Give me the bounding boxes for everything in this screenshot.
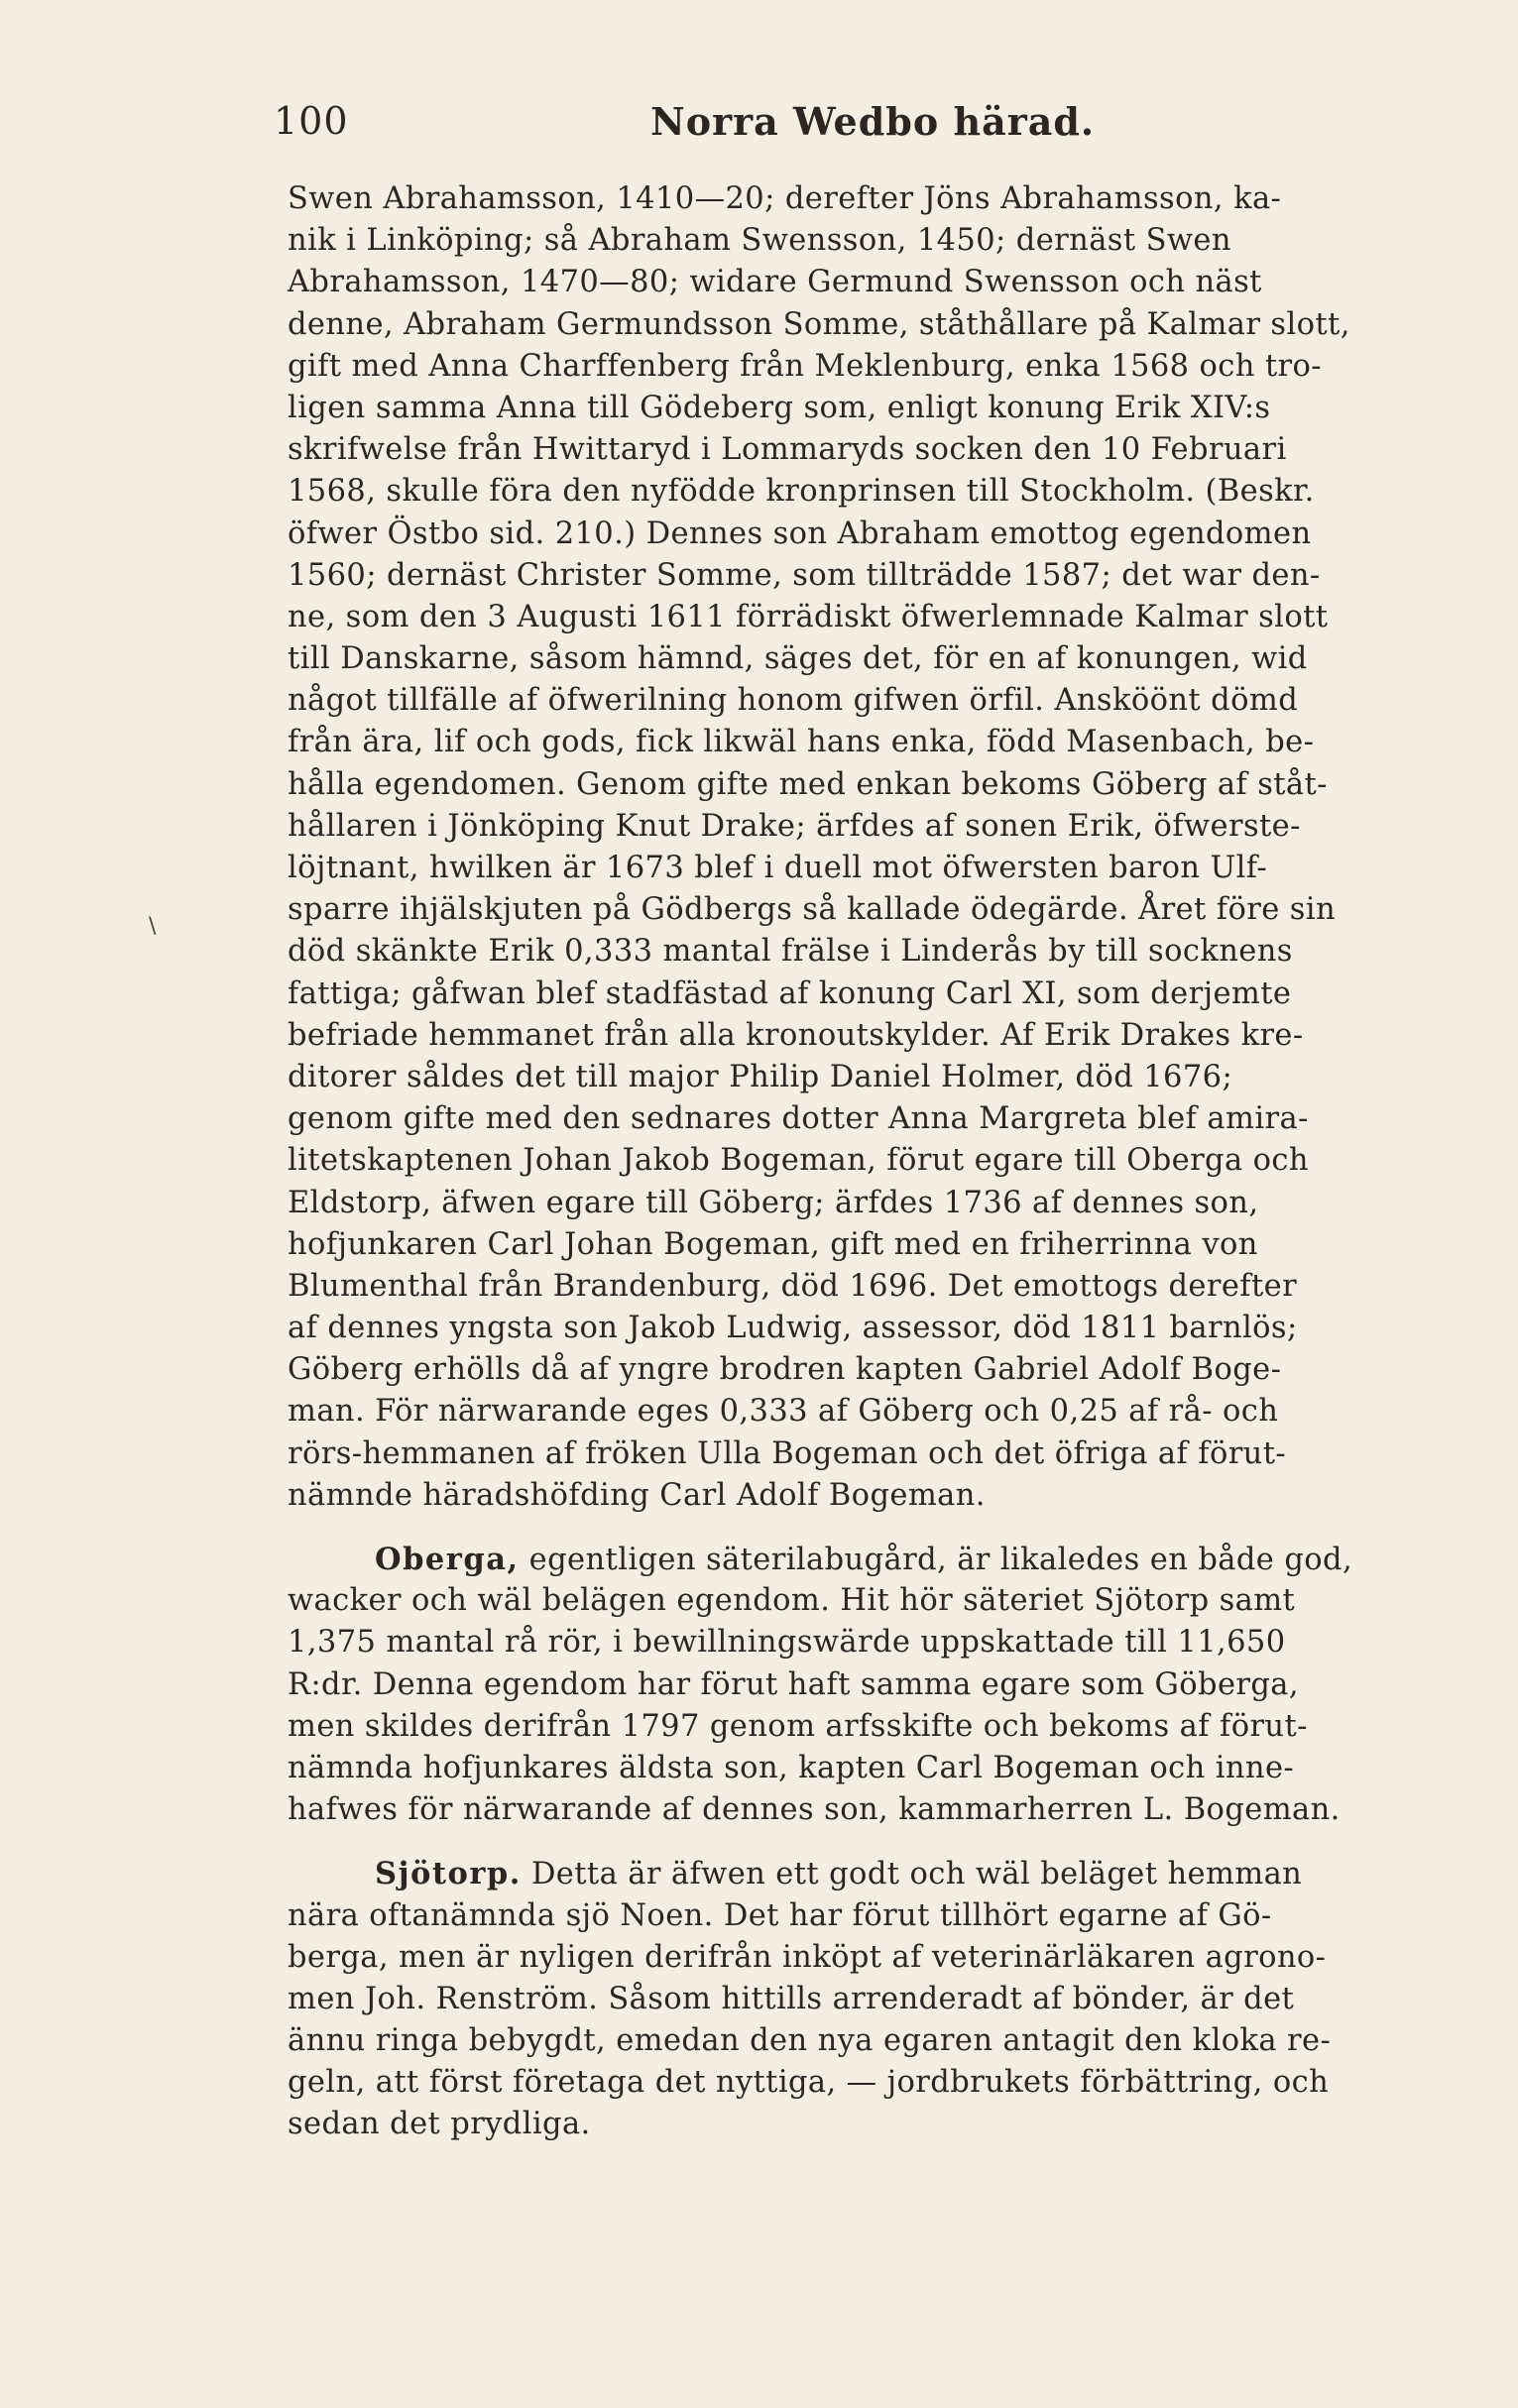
text-line: men skildes derifrån 1797 genom arfsskifte och bekoms af förut- xyxy=(288,1708,1308,1744)
text-line: man. För närwarande eges 0,333 af Göberg och 0,25 af rå- och xyxy=(288,1394,1279,1430)
text-line: 1,375 mantal rå rör, i bewillningswärde uppskattade till 11,650 xyxy=(288,1625,1286,1661)
text-line xyxy=(288,1539,1418,1580)
text-line: nämnda hofjunkares äldsta son, kapten Carl Bogeman och inne- xyxy=(288,1750,1295,1785)
text-line: geln, att först företaga det nyttiga, — jordbrukets förbättring, och xyxy=(288,2065,1330,2101)
text-line: gift med Anna Charffenberg från Meklenburg, enka 1568 och tro- xyxy=(288,348,1323,384)
text-line: öfwer Östbo sid. 210.) Dennes son Abraham emottog egendomen xyxy=(288,516,1312,551)
running-title: Norra Wedbo härad. xyxy=(650,99,1096,144)
text-line: Eldstorp, äfwen egare till Göberg; ärfdes 1736 af dennes son, xyxy=(288,1185,1259,1220)
text-line: hafwes för närwarande af dennes son, kammarherren L. Bogeman. xyxy=(288,1792,1341,1828)
text-line: något tillfälle af öfwerilning honom gifwen örfil. Ansköönt dömd xyxy=(288,683,1299,719)
text-line: hofjunkaren Carl Johan Bogeman, gift med en friherrinna von xyxy=(288,1226,1258,1262)
text-line: befriade hemmanet från alla kronoutskylder. Af Erik Drakes kre- xyxy=(288,1017,1304,1053)
text-line: fattiga; gåfwan blef stadfästad af konung Carl XI, som derjemte xyxy=(288,975,1292,1011)
text-line: R:dr. Denna egendom har förut haft samma egare som Göberga, xyxy=(288,1666,1299,1702)
text-line: nämnde häradshöfding Carl Adolf Bogeman. xyxy=(288,1477,986,1513)
text-line: hållaren i Jönköping Knut Drake; ärfdes af sonen Erik, öfwerste- xyxy=(288,808,1301,844)
text-line: från ära, lif och gods, fick likwäl hans enka, född Masenbach, be- xyxy=(288,725,1315,760)
text-line: litetskaptenen Johan Jakob Bogeman, förut egare till Oberga och xyxy=(288,1143,1309,1179)
paragraph-sjotorp xyxy=(288,1853,1418,2145)
text-line: Abrahamsson, 1470—80; widare Germund Swensson och näst xyxy=(288,265,1262,300)
text-line: men Joh. Renström. Såsom hittills arrenderadt af bönder, är det xyxy=(288,1981,1295,2016)
text-line: till Danskarne, såsom hämnd, säges det, för en af konungen, wid xyxy=(288,641,1308,677)
text-line: nik i Linköping; så Abraham Swensson, 1450; dernäst Swen xyxy=(288,223,1231,259)
text-line: ditorer såldes det till major Philip Daniel Holmer, död 1676; xyxy=(288,1059,1233,1094)
text-line: denne, Abraham Germundsson Somme, ståthållare på Kalmar slott, xyxy=(288,306,1350,342)
entry-heading-oberga: Oberga, xyxy=(375,1542,520,1577)
paragraph-spacer xyxy=(288,1831,1418,1853)
text-line: sedan det prydliga. xyxy=(288,2107,591,2142)
text-line: 1568, skulle föra den nyfödde kronprinsen till Stockholm. (Beskr. xyxy=(288,474,1315,510)
entry-heading-sjotorp: Sjötorp. xyxy=(375,1856,522,1892)
text-line: berga, men är nyligen derifrån inköpt af veterinärläkaren agrono- xyxy=(288,1939,1327,1975)
margin-pencil-mark: \ xyxy=(149,914,157,939)
entry-text: egentligen säterilabugård, är likaledes en både god, xyxy=(519,1543,1353,1577)
text-line: wacker och wäl belägen egendom. Hit hör säteriet Sjötorp samt xyxy=(288,1583,1296,1619)
text-line: af dennes yngsta son Jakob Ludwig, assessor, död 1811 barnlös; xyxy=(288,1311,1298,1346)
text-line: nära oftanämnda sjö Noen. Det har förut tillhört egarne af Gö- xyxy=(288,1897,1272,1933)
text-line: skrifwelse från Hwittaryd i Lommaryds socken den 10 Februari xyxy=(288,432,1287,468)
text-line: hålla egendomen. Genom gifte med enkan bekoms Göberg af ståt- xyxy=(288,766,1328,802)
text-line: ne, som den 3 Augusti 1611 förrädiskt öfwerlemnade Kalmar slott xyxy=(288,599,1329,634)
text-line: sparre ihjälskjuten på Gödbergs så kallade ödegärde. Året före sin xyxy=(288,892,1336,928)
text-line: Swen Abrahamsson, 1410—20; derefter Jöns Abrahamsson, ka- xyxy=(288,181,1282,216)
text-line: löjtnant, hwilken är 1673 blef i duell mot öfwersten baron Ulf- xyxy=(288,851,1268,885)
paragraph-spacer xyxy=(288,1517,1418,1539)
text-line: ligen samma Anna till Gödeberg som, enligt konung Erik XIV:s xyxy=(288,390,1271,425)
text-line: Blumenthal från Brandenburg, död 1696. Det emottogs derefter xyxy=(288,1268,1298,1304)
text-line: död skänkte Erik 0,333 mantal frälse i Linderås by till socknens xyxy=(288,934,1293,970)
paragraph-oberga xyxy=(288,1539,1418,1831)
text-line: ännu ringa bebygdt, emedan den nya egaren antagit den kloka re- xyxy=(288,2023,1332,2059)
paragraph-goberg-history xyxy=(288,178,1418,1517)
text-line: 1560; dernäst Christer Somme, som tillträdde 1587; det war den- xyxy=(288,557,1321,593)
page-number: 100 xyxy=(274,99,349,143)
text-line: Göberg erhölls då af yngre brodren kapten Gabriel Adolf Boge- xyxy=(288,1352,1282,1388)
text-line: genom gifte med den sednares dotter Anna Margreta blef amira- xyxy=(288,1101,1309,1137)
entry-text: Detta är äfwen ett godt och wäl beläget hemman xyxy=(521,1857,1303,1892)
body-text xyxy=(288,178,1418,2146)
text-line xyxy=(288,1853,1418,1894)
page-header xyxy=(274,99,1414,159)
text-line: rörs-hemmanen af fröken Ulla Bogeman och det öfriga af förut- xyxy=(288,1435,1287,1471)
